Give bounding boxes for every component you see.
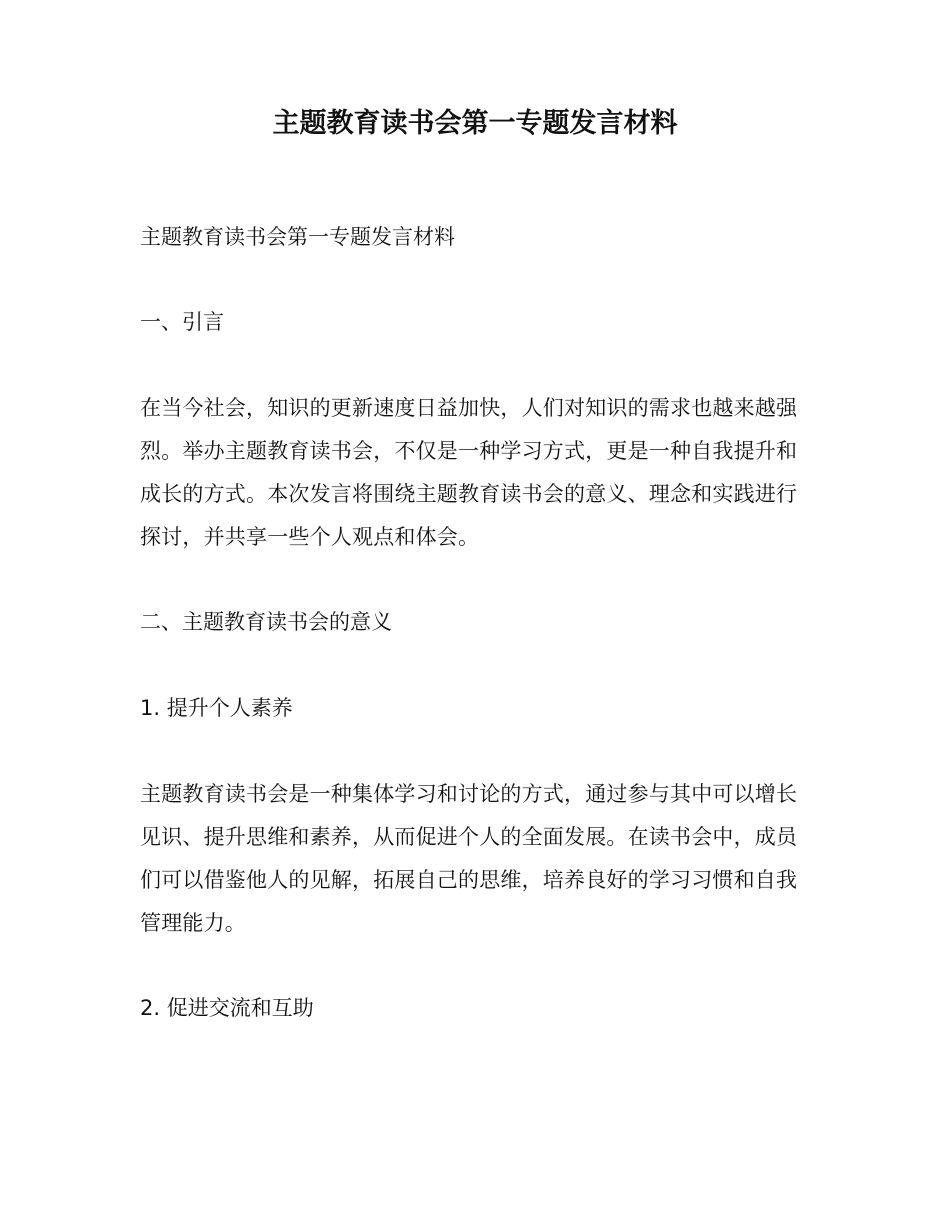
section-heading-significance: 二、主题教育读书会的意义 <box>140 610 392 634</box>
paragraph-personal-quality: 主题教育读书会是一种集体学习和讨论的方式，通过参与其中可以增长见识、提升思维和素养，从而促进个人的全面发展。在读书会中，成员们可以借鉴他人的见解，拓展自己的思维，培养良好的学习习惯和自我管理能力。 <box>140 782 798 935</box>
document-subtitle: 主题教育读书会第一专题发言材料 <box>140 225 455 249</box>
document-title: 主题教育读书会第一专题发言材料 <box>272 108 678 139</box>
item-heading-communication: 2. 促进交流和互助 <box>140 996 314 1020</box>
paragraph-introduction: 在当今社会，知识的更新速度日益加快，人们对知识的需求也越来越强烈。举办主题教育读书会，不仅是一种学习方式，更是一种自我提升和成长的方式。本次发言将围绕主题教育读书会的意义、理念和实践进行探讨，并共享一些个人观点和体会。 <box>140 396 798 549</box>
item-heading-personal-quality: 1. 提升个人素养 <box>140 696 293 720</box>
section-heading-introduction: 一、引言 <box>140 310 224 334</box>
